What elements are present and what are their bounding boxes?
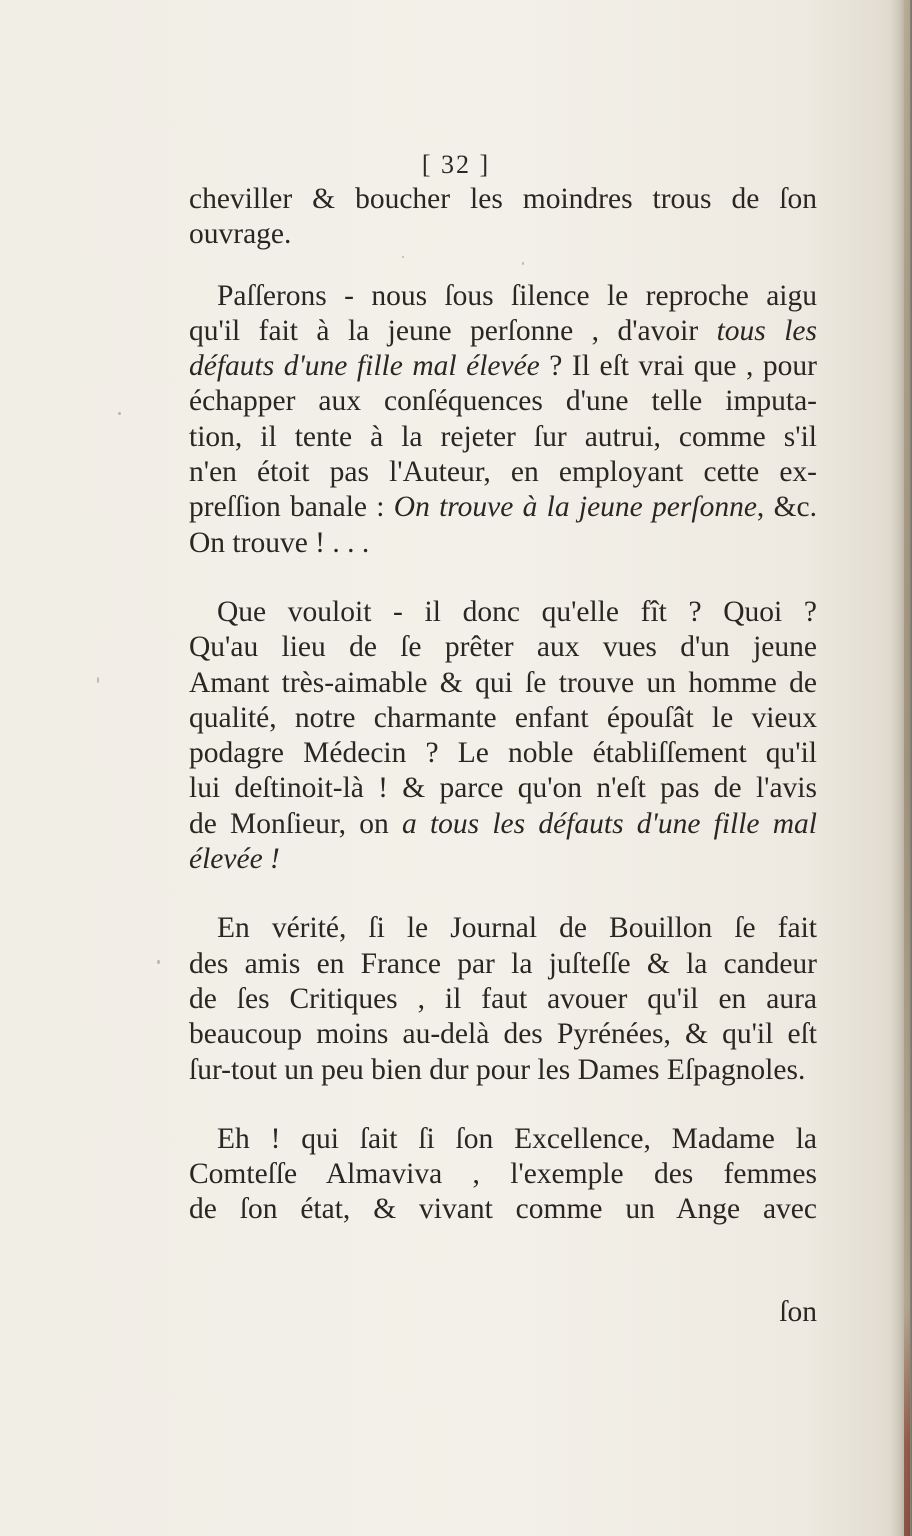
text-span: ſur-tout un peu bien dur pour les Dames Eſpagnoles. <box>189 1053 806 1086</box>
text-span: Que vouloit - il donc qu'elle fît ? Quoi ? <box>217 595 817 628</box>
text-line <box>189 526 817 561</box>
page-edge-strip <box>904 0 910 1536</box>
text-line <box>189 595 817 630</box>
text-span: ouvrage. <box>189 218 292 251</box>
italic-text: élevée ! <box>189 843 280 876</box>
text-line <box>189 314 817 349</box>
text-line <box>189 911 817 946</box>
text-line <box>189 1192 817 1227</box>
text-span: On trouve ! . . . <box>189 526 370 559</box>
paragraph <box>189 911 817 1087</box>
paragraph <box>189 279 817 561</box>
text-span: Qu'au lieu de ſe prêter aux vues d'un jeune <box>189 631 817 664</box>
text-line <box>189 630 817 665</box>
text-span: preſſion banale : <box>189 491 394 524</box>
paragraph <box>189 182 817 253</box>
text-span: Eh ! qui ſait ſi ſon Excellence, Madame la <box>217 1122 817 1155</box>
italic-text: a tous les défauts d'une fille mal <box>401 807 817 840</box>
text-line <box>189 982 817 1017</box>
text-span: n'en étoit pas l'Auteur, en employant cette ex- <box>189 456 817 489</box>
text-span: , &c. <box>756 491 817 524</box>
text-line <box>189 1053 817 1088</box>
text-line <box>189 182 817 217</box>
catchword: ſon <box>779 1296 817 1328</box>
text-line <box>189 736 817 771</box>
text-line <box>189 1122 817 1157</box>
paragraph <box>189 595 817 877</box>
text-span: Comteſſe Almaviva , l'exemple des femmes <box>189 1158 817 1191</box>
text-span: ? Il eſt vrai que , pour <box>539 350 817 383</box>
text-span: qu'il fait à la jeune perſonne , d'avoir <box>189 314 717 347</box>
text-line <box>189 384 817 419</box>
text-span: de ſes Critiques , il faut avouer qu'il en aura <box>189 982 817 1015</box>
text-span: beaucoup moins au-delà des Pyrénées, & qu'il eſt <box>189 1018 817 1051</box>
text-line <box>189 842 817 877</box>
text-span: Amant très-aimable & qui ſe trouve un homme de <box>189 666 817 699</box>
text-line <box>189 701 817 736</box>
text-span: tion, il tente à la rejeter ſur autrui, comme s'il <box>189 420 817 453</box>
text-line <box>189 349 817 384</box>
text-line <box>189 279 817 314</box>
paragraph-gap <box>189 561 817 595</box>
text-span: En vérité, ſi le Journal de Bouillon ſe fait <box>217 912 817 945</box>
paragraph-gap <box>189 253 817 279</box>
text-span: qualité, notre charmante enfant épouſât le vieux <box>189 701 817 734</box>
text-span: cheviller & boucher les moindres trous de ſon <box>189 183 817 215</box>
text-line <box>189 807 817 842</box>
paper-speck <box>522 262 524 265</box>
text-line <box>189 420 817 455</box>
text-span: échapper aux conſéquences d'une telle imputa- <box>189 385 817 418</box>
text-line <box>189 217 817 252</box>
text-line <box>189 1157 817 1192</box>
body-text <box>189 182 817 1228</box>
text-span: de Monſieur, on <box>189 807 402 840</box>
text-line <box>189 666 817 701</box>
text-line <box>189 947 817 982</box>
text-span: de ſon état, & vivant comme un Ange avec <box>189 1193 817 1226</box>
paper-speck <box>157 960 160 964</box>
paragraph <box>189 1122 817 1228</box>
italic-text: défauts d'une fille mal élevée <box>189 350 540 383</box>
italic-text: tous les <box>716 314 817 347</box>
italic-text: On trouve à la jeune perſonne <box>393 491 757 524</box>
text-line <box>189 1017 817 1052</box>
text-span: podagre Médecin ? Le noble établiſſement qu'il <box>189 737 817 770</box>
paper-speck <box>118 412 121 415</box>
paragraph-gap <box>189 1088 817 1122</box>
paper-speck <box>402 256 404 258</box>
text-line <box>189 490 817 525</box>
text-span: Paſſerons - nous ſous ſilence le reproche aigu <box>217 279 817 312</box>
text-line <box>189 771 817 806</box>
text-line <box>189 455 817 490</box>
paper-speck <box>97 677 99 683</box>
text-span: des amis en France par la juſteſſe & la candeur <box>189 947 817 980</box>
text-span: lui deſtinoit-là ! & parce qu'on n'eſt pas de l'avis <box>189 772 817 805</box>
paragraph-gap <box>189 877 817 911</box>
page-number: [ 32 ] <box>421 150 491 179</box>
